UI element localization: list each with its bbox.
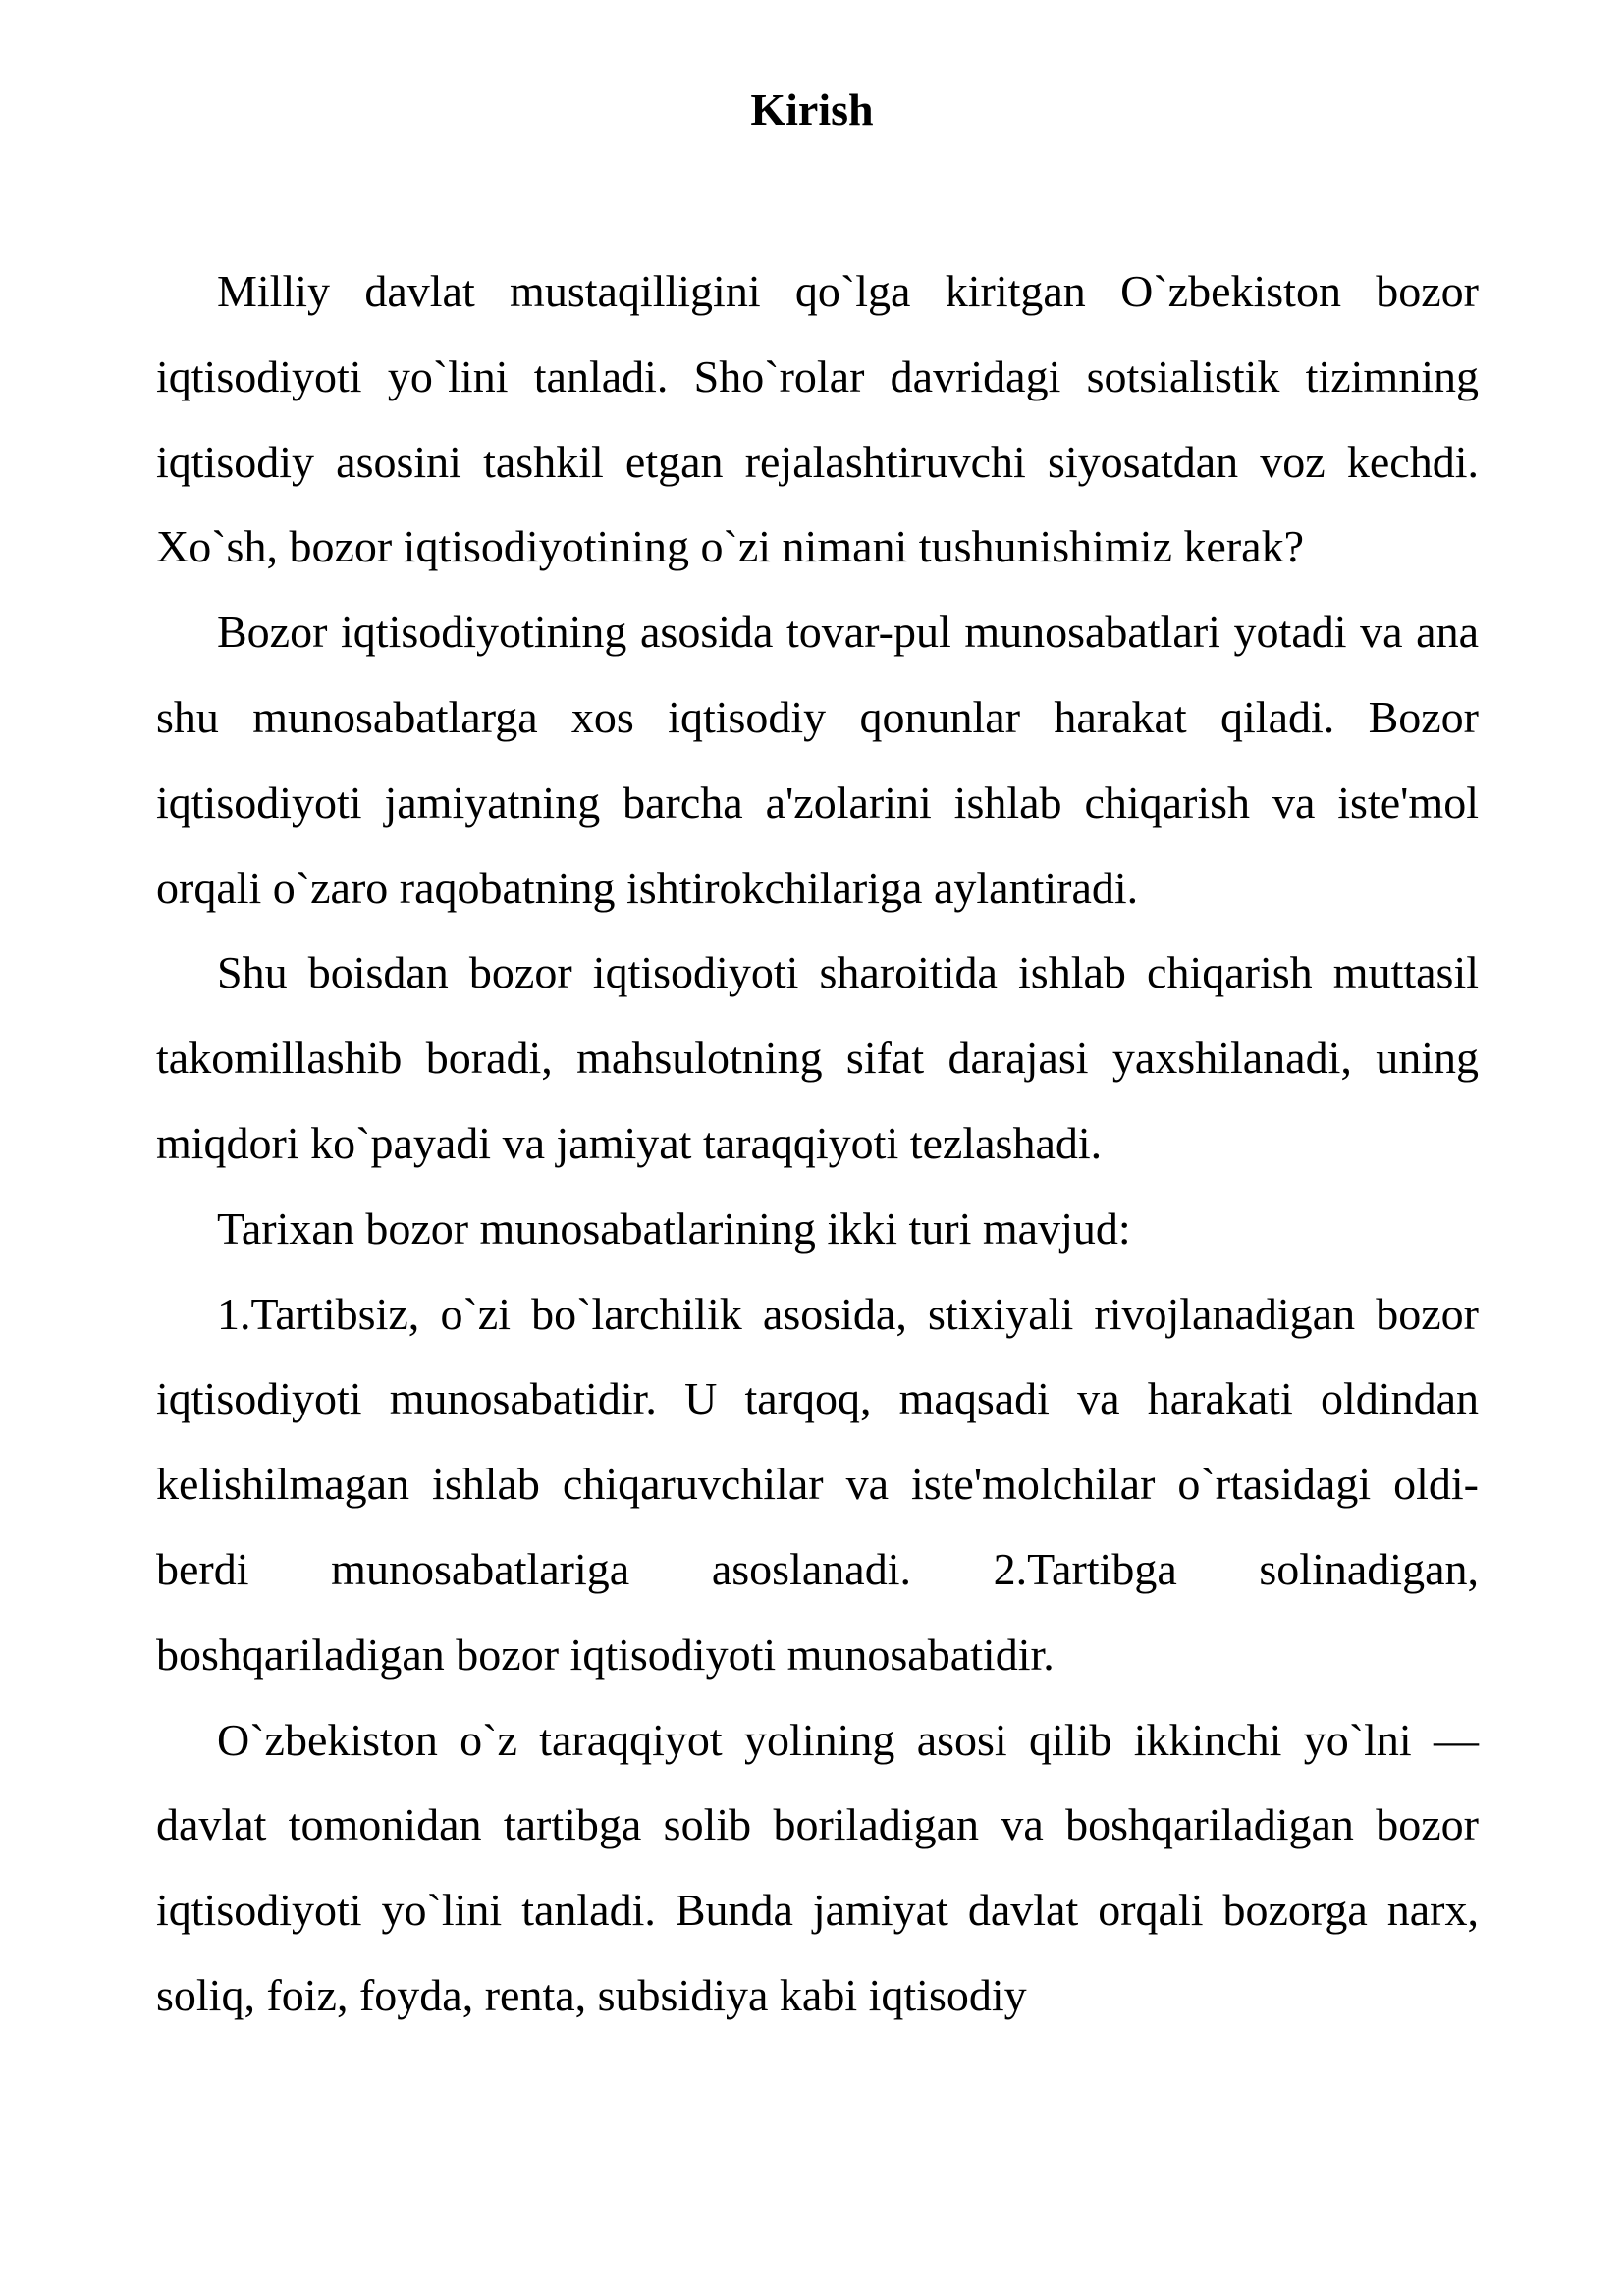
paragraph: Milliy davlat mustaqilligini qo`lga kiritgan O`zbekiston bozor iqtisodiyoti yo`lini tanladi. Sho`rolar davridagi sotsialistik tizimning iqtisodiy asosini tashkil etgan rejalashtiruvchi siyosatdan voz kechdi. Xo`sh, bozor iqtisodiyotining o`zi nimani tushunishimiz kerak? <box>156 266 1479 572</box>
paragraph: O`zbekiston o`z taraqqiyot yolining asosi qilib ikkinchi yo`lni — davlat tomonidan tartibga solib boriladigan va boshqariladigan bozor iqtisodiyoti yo`lini tanladi. Bunda jamiyat davlat orqali bozorga narx, soliq, foiz, foyda, renta, subsidiya kabi iqtisodiy <box>156 1714 1479 2020</box>
page-title: Kirish <box>750 84 874 134</box>
paragraph: Bozor iqtisodiyotining asosida tovar-pul munosabatlari yotadi va ana shu munosabatlarga xos iqtisodiy qonunlar harakat qiladi. Bozor iqtisodiyoti jamiyatning barcha a'zolarini ishlab chiqarish va iste'mol orqali o`zaro raqobatning ishtirokchilariga aylantiradi. <box>156 607 1479 913</box>
paragraph: Shu boisdan bozor iqtisodiyoti sharoitida ishlab chiqarish muttasil takomillashib boradi, mahsulotning sifat darajasi yaxshilanadi, uning miqdori ko`payadi va jamiyat taraqqiyoti tezlashadi. <box>156 947 1479 1168</box>
paragraph: Tarixan bozor munosabatlarining ikki turi mavjud: <box>217 1202 1131 1254</box>
document-body <box>156 249 1479 2039</box>
paragraph: 1.Tartibsiz, o`zi bo`larchilik asosida, stixiyali rivojlanadigan bozor iqtisodiyoti munosabatidir. U tarqoq, maqsadi va harakati oldindan kelishilmagan ishlab chiqaruvchilar va iste'molchilar o`rtasidagi oldi-berdi munosabatlariga asoslanadi. 2.Tartibga solinadigan, boshqariladigan bozor iqtisodiyoti munosabatidir. <box>156 1288 1479 1680</box>
